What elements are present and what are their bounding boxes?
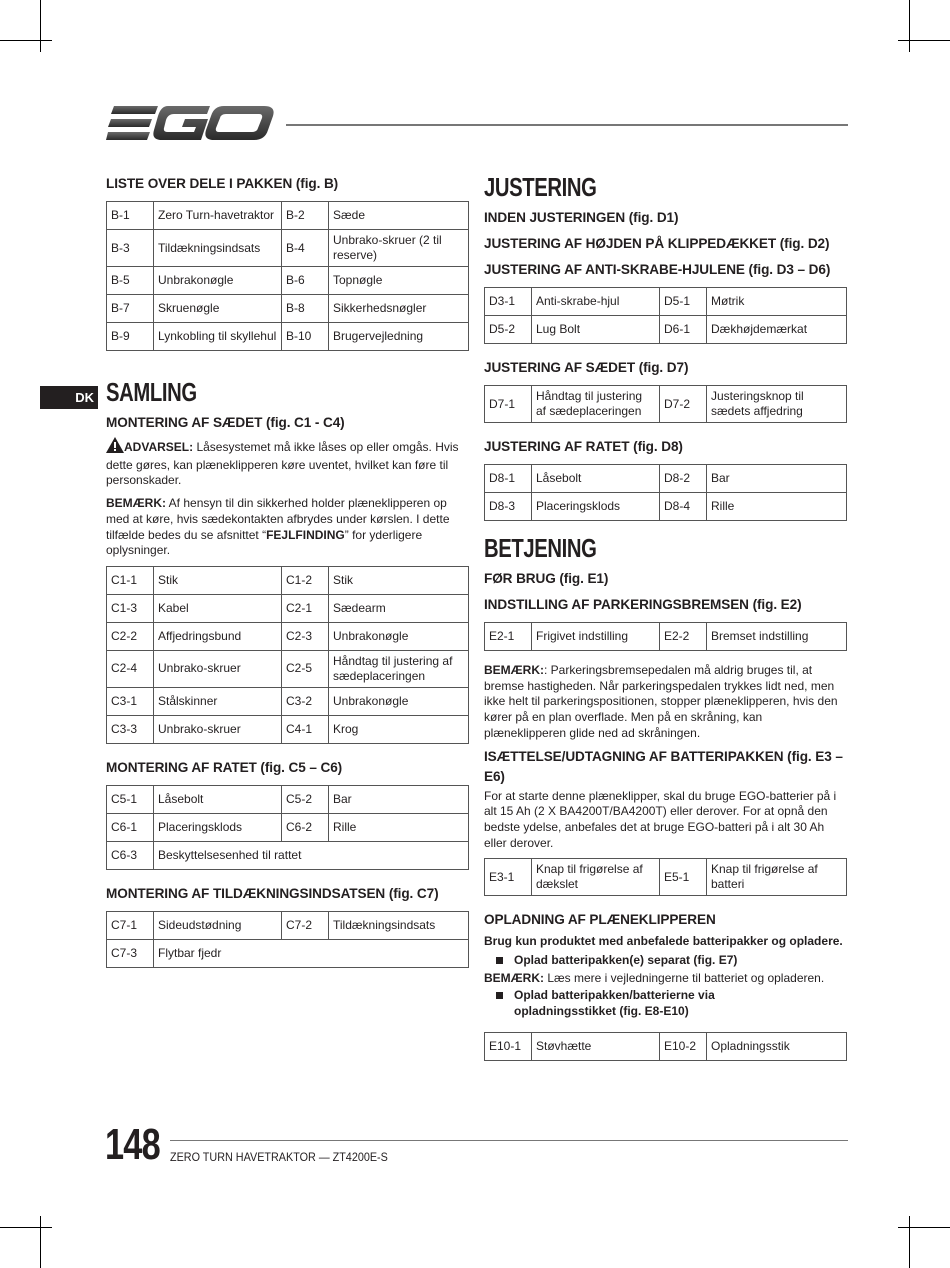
part-code-cell: D5-1 [660, 288, 707, 316]
part-code-cell: C3-3 [107, 715, 154, 743]
part-code-cell: E5-1 [660, 859, 707, 896]
part-name-cell: Opladningsstik [707, 1032, 847, 1060]
bullet-item [484, 988, 847, 1019]
part-code-cell: B-10 [282, 323, 329, 351]
wheel-adjustment-title: JUSTERING AF RATET (fig. D8) [484, 439, 683, 454]
part-code-cell: C1-2 [282, 566, 329, 594]
bullet-icon [496, 957, 503, 964]
crop-mark [909, 0, 910, 52]
part-code-cell: E10-1 [485, 1032, 532, 1060]
note-text-end: ” for yderligere oplysninger. [106, 527, 423, 558]
table-row [107, 230, 469, 267]
part-code-cell: B-9 [107, 323, 154, 351]
part-name-cell: Knap til frigørelse af batteri [707, 859, 847, 896]
crop-mark [0, 1227, 52, 1228]
bullet-text: Oplad batteripakken/batterierne via opladningsstikket (fig. E8-E10) [514, 988, 715, 1019]
table-row [107, 687, 469, 715]
table-row [107, 202, 469, 230]
part-name-cell: Skruenøgle [154, 295, 282, 323]
part-code-cell: C7-2 [282, 911, 329, 939]
seat-adjustment-table [484, 385, 847, 423]
part-name-cell: Anti-skrabe-hjul [532, 288, 660, 316]
part-name-cell: Låsebolt [154, 785, 282, 813]
part-name-cell: Unbrako-skruer (2 til reserve) [329, 230, 469, 267]
part-code-cell: C6-2 [282, 813, 329, 841]
table-row [107, 267, 469, 295]
part-name-cell: Krog [329, 715, 469, 743]
table-row [107, 715, 469, 743]
part-code-cell: D7-1 [485, 386, 532, 423]
before-use-title: FØR BRUG (fig. E1) [484, 571, 609, 586]
warning-text: Låsesystemet må ikke låses op eller omgås. Hvis dette gøres, kan plæneklipperen køre uventet, hvilket kan føre til personskader. [106, 440, 459, 488]
bullet-icon [496, 992, 503, 999]
part-code-cell: B-3 [107, 230, 154, 267]
part-code-cell: B-5 [107, 267, 154, 295]
part-code-cell: D8-4 [660, 493, 707, 521]
part-code-cell: B-7 [107, 295, 154, 323]
part-name-cell: Håndtag til justering af sædeplaceringen [329, 650, 469, 687]
part-name-cell: Bar [707, 465, 847, 493]
part-code-cell: C6-3 [107, 841, 154, 869]
part-code-cell: B-8 [282, 295, 329, 323]
part-name-cell: Sideudstødning [154, 911, 282, 939]
part-code-cell: C1-1 [107, 566, 154, 594]
part-code-cell: C2-2 [107, 622, 154, 650]
part-code-cell: D3-1 [485, 288, 532, 316]
part-name-cell: Stik [329, 566, 469, 594]
part-name-cell: Justeringsknop til sædets affjedring [707, 386, 847, 423]
part-code-cell: B-4 [282, 230, 329, 267]
parking-note [484, 663, 847, 742]
crop-mark [0, 40, 52, 41]
part-code-cell: B-2 [282, 202, 329, 230]
note-text: Af hensyn til din sikkerhed holder plæneklipperen op med at køre, hvis sædekontakten afbrydes under kørslen. I dette tilfælde bedes du se afsnittet “ [106, 496, 450, 542]
table-row [485, 623, 847, 651]
seat-assembly-title: MONTERING AF SÆDET (fig. C1 - C4) [106, 415, 345, 430]
footer-text: ZERO TURN HAVETRAKTOR — ZT4200E-S [170, 1150, 388, 1164]
charging-title: OPLADNING AF PLÆNEKLIPPEREN [484, 912, 716, 928]
warning-label: ADVARSEL: [124, 440, 194, 454]
part-name-cell: Sædearm [329, 594, 469, 622]
footer-rule [170, 1140, 848, 1141]
part-code-cell: C2-1 [282, 594, 329, 622]
part-name-cell: Tildækningsindsats [154, 230, 282, 267]
part-code-cell: C5-2 [282, 785, 329, 813]
assembly-heading: SAMLING [106, 377, 197, 407]
part-code-cell: C7-1 [107, 911, 154, 939]
part-name-cell: Møtrik [707, 288, 847, 316]
table-row [485, 386, 847, 423]
part-name-cell: Lynkobling til skyllehul [154, 323, 282, 351]
operation-heading: BETJENING [484, 533, 597, 563]
left-column [106, 172, 469, 980]
parts-list-title: LISTE OVER DELE I PAKKEN (fig. B) [106, 176, 339, 191]
part-name-cell: Unbrakonøgle [329, 622, 469, 650]
wheel-parts-table [106, 785, 469, 870]
charging-note [484, 971, 847, 987]
part-name-cell: Zero Turn-havetraktor [154, 202, 282, 230]
table-row [107, 911, 469, 939]
warning-icon [106, 437, 124, 458]
anti-scalp-title: JUSTERING AF ANTI-SKRABE-HJULENE (fig. D3 – D6) [484, 262, 831, 277]
table-row [107, 594, 469, 622]
part-name-cell: Dækhøjdemærkat [707, 316, 847, 344]
part-code-cell: D8-1 [485, 465, 532, 493]
part-name-cell: Unbrako-skruer [154, 650, 282, 687]
table-row [485, 288, 847, 316]
part-code-cell: D7-2 [660, 386, 707, 423]
battery-table [484, 858, 847, 896]
battery-text: For at starte denne plæneklipper, skal du bruge EGO-batterier på i alt 15 Ah (2 X BA4200T/BA4200T) eller derover. For at opnå den bedste ydelse, anbefales det at bruge EGO-batteri på i alt 30 Ah eller derover. [484, 788, 837, 850]
parking-note-text: : Parkeringsbremsepedalen må aldrig bruges til, at bremse hastigheden. Når parkeringspedalen trykkes lidt ned, men ikke helt til parkeringspositionen, stopper plæneklipperen, hvis den kører på en plan overflade. Men på en skråning, kan plæneklipperen glide ned ad skråningen. [484, 663, 838, 740]
table-row [107, 813, 469, 841]
part-code-cell: D8-3 [485, 493, 532, 521]
bullet-text: Oplad batteripakken(e) separat (fig. E7) [514, 953, 738, 968]
deck-height-title: JUSTERING AF HØJDEN PÅ KLIPPEDÆKKET (fig. D2) [484, 236, 830, 251]
charging-note-text: Læs mere i vejledningerne til batteriet og opladeren. [544, 970, 825, 985]
part-code-cell: C7-3 [107, 939, 154, 967]
part-name-cell: Frigivet indstilling [532, 623, 660, 651]
parking-note-label: BEMÆRK: [484, 663, 544, 677]
part-code-cell: C5-1 [107, 785, 154, 813]
part-name-cell: Tildækningsindsats [329, 911, 469, 939]
battery-title: ISÆTTELSE/UDTAGNING AF BATTERIPAKKEN (fig. E3 – E6) [484, 748, 843, 784]
table-row [485, 465, 847, 493]
parking-brake-title: INDSTILLING AF PARKERINGSBREMSEN (fig. E2) [484, 597, 802, 612]
part-name-cell: Stålskinner [154, 687, 282, 715]
part-name-cell: Støvhætte [532, 1032, 660, 1060]
charging-table [484, 1032, 847, 1061]
part-code-cell: D6-1 [660, 316, 707, 344]
part-name-cell: Unbrakonøgle [154, 267, 282, 295]
part-code-cell: D8-2 [660, 465, 707, 493]
table-row [485, 1032, 847, 1060]
table-row [107, 566, 469, 594]
part-name-cell: Låsebolt [532, 465, 660, 493]
parts-table [106, 201, 469, 351]
part-code-cell: B-1 [107, 202, 154, 230]
part-code-cell: C1-3 [107, 594, 154, 622]
part-name-cell: Sikkerhedsnøgler [329, 295, 469, 323]
part-code-cell: E3-1 [485, 859, 532, 896]
part-name-cell: Brugervejledning [329, 323, 469, 351]
before-adjustment-title: INDEN JUSTERINGEN (fig. D1) [484, 210, 679, 225]
part-name-cell: Beskyttelsesenhed til rattet [154, 841, 469, 869]
part-name-cell: Rille [329, 813, 469, 841]
part-name-cell: Bar [329, 785, 469, 813]
ego-logo [106, 104, 276, 147]
part-name-cell: Lug Bolt [532, 316, 660, 344]
part-code-cell: E2-1 [485, 623, 532, 651]
part-name-cell: Affjedringsbund [154, 622, 282, 650]
charging-instruction: Brug kun produktet med anbefalede batteripakker og opladere. [484, 934, 843, 949]
mulch-assembly-title: MONTERING AF TILDÆKNINGSINDSATSEN (fig. C7) [106, 885, 439, 901]
table-row [107, 841, 469, 869]
troubleshooting-ref: FEJLFINDING [266, 527, 345, 542]
warning-paragraph [106, 437, 469, 489]
table-row [107, 939, 469, 967]
header-rule [286, 124, 848, 126]
crop-mark [909, 1216, 910, 1268]
part-code-cell: C3-2 [282, 687, 329, 715]
table-row [107, 785, 469, 813]
part-name-cell: Rille [707, 493, 847, 521]
language-tab: DK [40, 386, 98, 409]
part-name-cell: Sæde [329, 202, 469, 230]
part-name-cell: Topnøgle [329, 267, 469, 295]
table-row [107, 323, 469, 351]
table-row [485, 316, 847, 344]
part-name-cell: Unbrakonøgle [329, 687, 469, 715]
part-code-cell: C4-1 [282, 715, 329, 743]
part-name-cell: Stik [154, 566, 282, 594]
table-row [107, 650, 469, 687]
charging-note-label: BEMÆRK: [484, 970, 544, 985]
part-code-cell: C6-1 [107, 813, 154, 841]
bullet-item [484, 953, 847, 969]
part-code-cell: C2-3 [282, 622, 329, 650]
part-name-cell: Flytbar fjedr [154, 939, 469, 967]
part-name-cell: Kabel [154, 594, 282, 622]
part-code-cell: D5-2 [485, 316, 532, 344]
part-code-cell: C2-4 [107, 650, 154, 687]
part-name-cell: Placeringsklods [532, 493, 660, 521]
part-name-cell: Håndtag til justering af sædeplaceringen [532, 386, 660, 423]
crop-mark [40, 0, 41, 52]
table-row [485, 493, 847, 521]
table-row [107, 622, 469, 650]
seat-adjustment-title: JUSTERING AF SÆDET (fig. D7) [484, 360, 689, 375]
wheel-adjustment-table [484, 464, 847, 521]
part-name-cell: Bremset indstilling [707, 623, 847, 651]
seat-parts-table [106, 566, 469, 744]
page-number: 148 [105, 1120, 160, 1169]
part-code-cell: E10-2 [660, 1032, 707, 1060]
note-paragraph [106, 496, 469, 559]
table-row [107, 295, 469, 323]
table-row [485, 859, 847, 896]
right-column [484, 172, 847, 1073]
part-code-cell: B-6 [282, 267, 329, 295]
part-code-cell: C3-1 [107, 687, 154, 715]
crop-mark [898, 40, 950, 41]
part-name-cell: Knap til frigørelse af dækslet [532, 859, 660, 896]
part-name-cell: Unbrako-skruer [154, 715, 282, 743]
part-name-cell: Placeringsklods [154, 813, 282, 841]
note-label: BEMÆRK: [106, 496, 166, 511]
parking-brake-table [484, 622, 847, 651]
wheel-assembly-title: MONTERING AF RATET (fig. C5 – C6) [106, 759, 343, 775]
mulch-parts-table [106, 911, 469, 968]
anti-scalp-table [484, 287, 847, 344]
part-code-cell: C2-5 [282, 650, 329, 687]
crop-mark [898, 1227, 950, 1228]
part-code-cell: E2-2 [660, 623, 707, 651]
crop-mark [40, 1216, 41, 1268]
adjustment-heading: JUSTERING [484, 172, 597, 202]
